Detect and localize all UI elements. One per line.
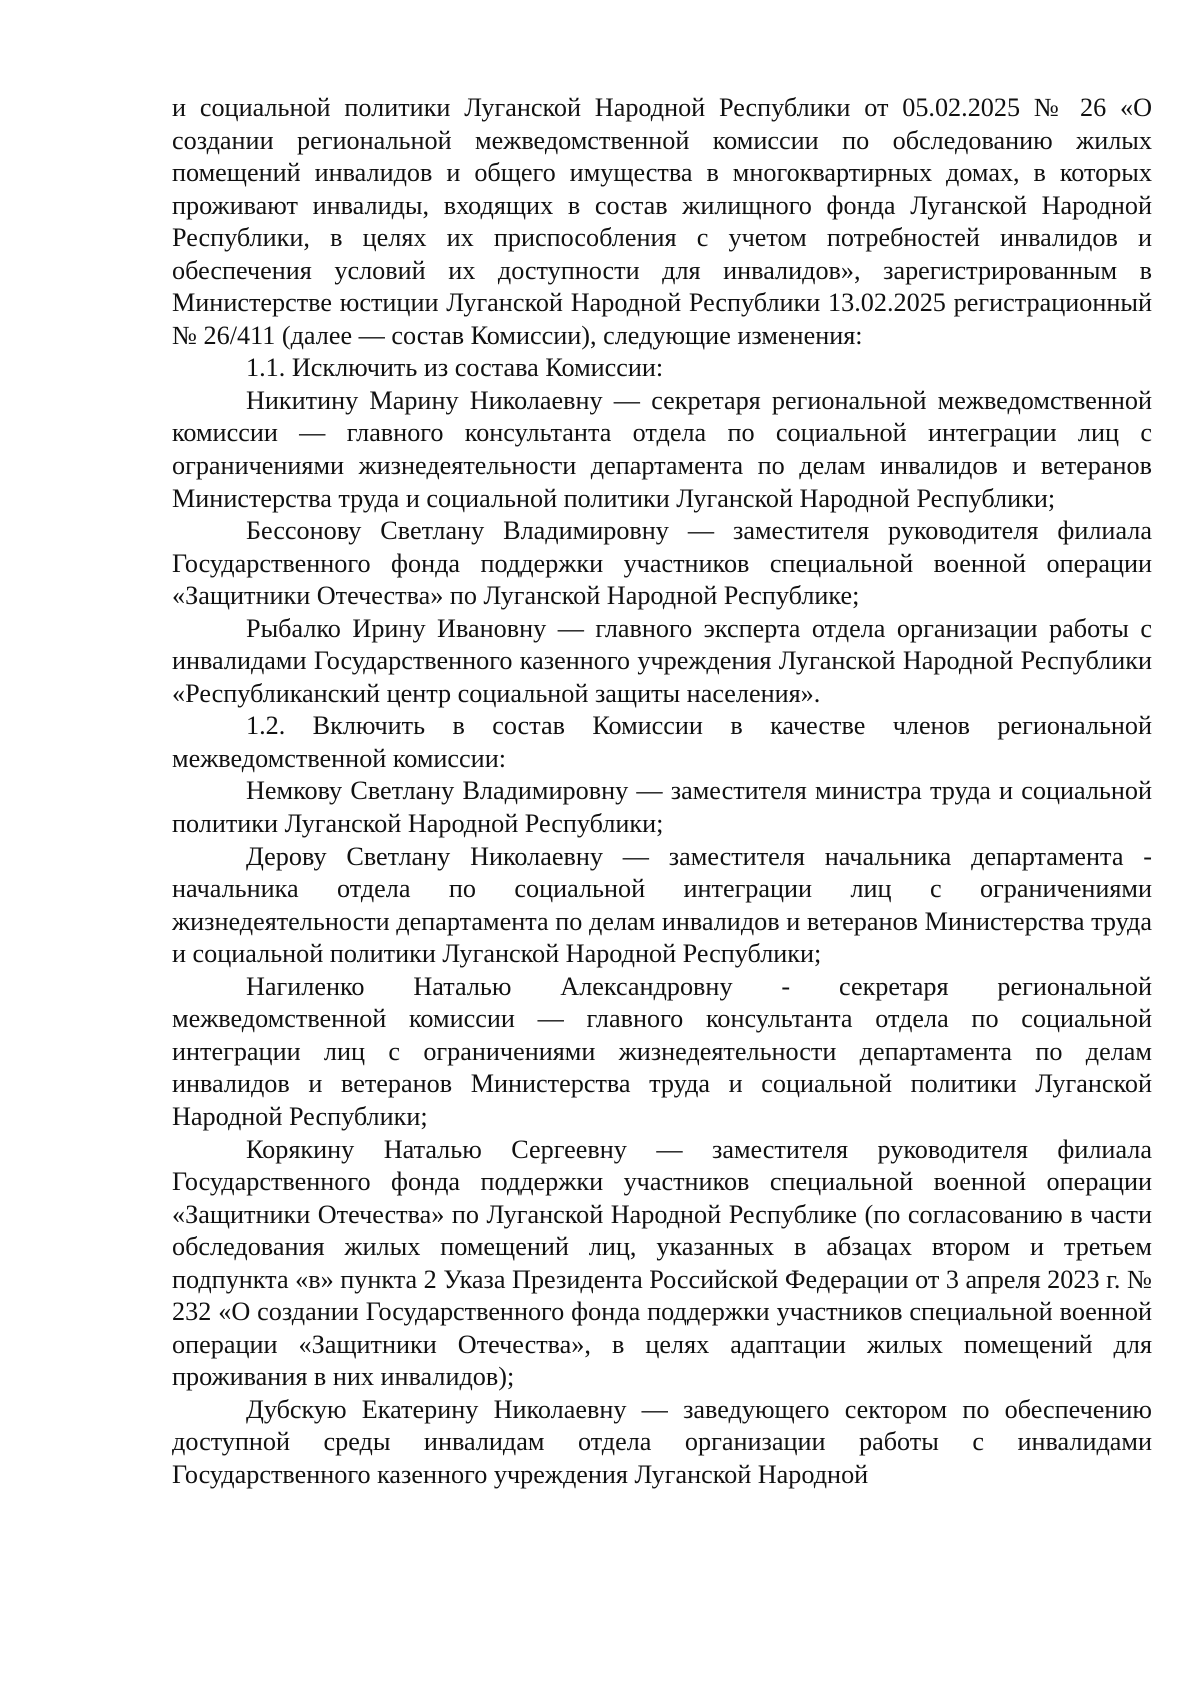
document-page [172, 92, 1152, 1492]
paragraph-remove-nikitina: Никитину Марину Николаевну — секретаря региональной межведомственной комиссии — главного консультанта отдела по социальной интеграции лиц с ограничениями жизнедеятельности департамента по делам инвалидов и ветеранов Министерства труда и социальной политики Луганской Народной Республики; [172, 385, 1152, 513]
paragraph-item-1-1: 1.1. Исключить из состава Комиссии: [246, 353, 664, 383]
paragraph-item-1-2: 1.2. Включить в состав Комиссии в качестве членов региональной межведомственной комиссии: [172, 711, 1152, 773]
paragraph-remove-bessonova: Бессонову Светлану Владимировну — заместителя руководителя филиала Государственного фонда поддержки участников специальной военной операции «Защитники Отечества» по Луганской Народной Республике; [172, 516, 1152, 611]
paragraph-add-dubskaya: Дубскую Екатерину Николаевну — заведующего сектором по обеспечению доступной среды инвалидам отдела организации работы с инвалидами Государственного казенного учреждения Луганской Народной [172, 1394, 1152, 1489]
paragraph-intro: и социальной политики Луганской Народной Республики от 05.02.2025 № 26 «О создании региональной межведомственной комиссии по обследованию жилых помещений инвалидов и общего имущества в многоквартирных домах, в которых проживают инвалиды, входящих в состав жилищного фонда Луганской Народной Республики, в целях их приспособления с учетом потребностей инвалидов и обеспечения условий их доступности для инвалидов», зарегистрированным в Министерстве юстиции Луганской Народной Республики 13.02.2025 регистрационный № 26/411 (далее — состав Комиссии), следующие изменения: [172, 93, 1152, 350]
paragraph-remove-rybalko: Рыбалко Ирину Ивановну — главного эксперта отдела организации работы с инвалидами Государственного казенного учреждения Луганской Народной Республики «Республиканский центр социальной защиты населения». [172, 613, 1152, 708]
paragraph-add-nagilenko: Нагиленко Наталью Александровну - секретаря региональной межведомственной комиссии — главного консультанта отдела по социальной интеграции лиц с ограничениями жизнедеятельности департамента по делам инвалидов и ветеранов Министерства труда и социальной политики Луганской Народной Республики; [172, 971, 1152, 1131]
paragraph-add-derova: Дерову Светлану Николаевну — заместителя начальника департамента - начальника отдела по социальной интеграции лиц с ограничениями жизнедеятельности департамента по делам инвалидов и ветеранов Министерства труда и социальной политики Луганской Народной Республики; [172, 841, 1152, 969]
paragraph-add-nemkova: Немкову Светлану Владимировну — заместителя министра труда и социальной политики Луганской Народной Республики; [172, 776, 1152, 839]
paragraph-add-koryakina: Корякину Наталью Сергеевну — заместителя руководителя филиала Государственного фонда поддержки участников специальной военной операции «Защитники Отечества» по Луганской Народной Республике (по согласованию в части обследования жилых помещений лиц, указанных в абзацах втором и третьем подпункта «в» пункта 2 Указа Президента Российской Федерации от 3 апреля 2023 г. № 232 «О создании Государственного фонда поддержки участников специальной военной операции «Защитники Отечества», в целях адаптации жилых помещений для проживания в них инвалидов); [172, 1134, 1152, 1392]
